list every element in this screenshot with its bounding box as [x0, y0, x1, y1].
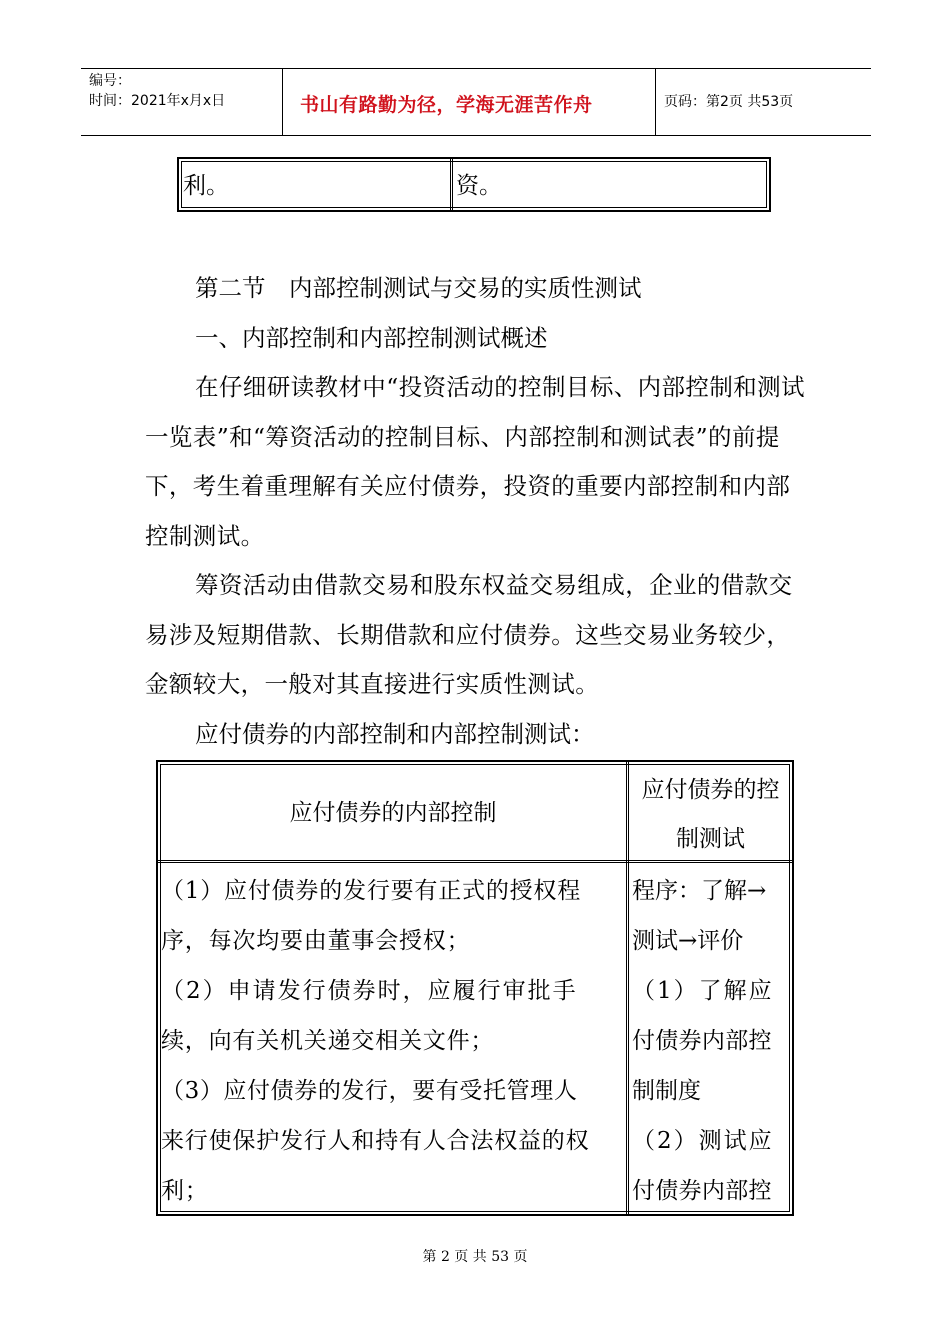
cell-line: 付债券内部控: [632, 1028, 772, 1054]
header-page-info: 页码：第2页 共53页: [664, 94, 794, 110]
bond-control-table: [156, 760, 794, 1216]
document-time-label: 时间：2021年x月x日: [89, 93, 226, 109]
table-header-internal-control: 应付债券的内部控制: [289, 800, 497, 826]
cell-line: 序，每次均要由董事会授权；: [161, 928, 471, 954]
table-header-control-test-line1: 应付债券的控: [641, 777, 780, 803]
document-number-label: 编号：: [89, 73, 131, 89]
header-divider-left: [282, 68, 283, 136]
paragraph: 在仔细研读教材中“投资活动的控制目标、内部控制和测试一览表”和“筹资活动的控制目标、内部控制和测试表”的前提下，考生着重理解有关应付债券，投资的重要内部控制和内部控制测试。: [145, 373, 805, 550]
paragraph: 筹资活动由借款交易和股东权益交易组成，企业的借款交易涉及短期借款、长期借款和应付债券。这些交易业务较少，金额较大，一般对其直接进行实质性测试。: [145, 571, 793, 698]
top-continuation-table: [177, 157, 771, 212]
top-table-left-cell: 利。: [183, 173, 229, 199]
cell-line: （1）应付债券的发行要有正式的授权程: [161, 878, 582, 904]
table-column-divider: [450, 159, 453, 210]
top-table-right-cell: 资。: [456, 173, 502, 199]
internal-control-cell: [161, 866, 624, 1216]
header-divider-right: [655, 68, 656, 136]
subsection-title: 一、内部控制和内部控制测试概述: [195, 323, 548, 352]
cell-line: 程序：了解→: [632, 878, 767, 904]
control-test-cell: [632, 866, 792, 1216]
table-header-control-test-line2: 制测试: [676, 826, 745, 852]
cell-line: 利；: [161, 1178, 209, 1204]
cell-line: 制制度: [632, 1078, 701, 1104]
cell-line: 续，向有关机关递交相关文件；: [161, 1028, 495, 1054]
cell-line: （3）应付债券的发行，要有受托管理人: [161, 1078, 578, 1104]
cell-line: （2）测试应: [632, 1128, 774, 1154]
body-text: [145, 264, 810, 759]
cell-line: （2）申请发行债券时，应履行审批手: [161, 978, 578, 1004]
paragraph: 应付债券的内部控制和内部控制测试：: [195, 719, 595, 748]
page-footer: 第 2 页 共 53 页: [422, 1249, 528, 1265]
header-top-rule: [81, 68, 871, 69]
header-bottom-rule: [81, 135, 871, 136]
cell-line: （1）了解应: [632, 978, 774, 1004]
table-column-divider: [626, 762, 629, 1214]
cell-line: 来行使保护发行人和持有人合法权益的权: [161, 1128, 590, 1154]
cell-line: 测试→评价: [632, 928, 744, 954]
header-motto: 书山有路勤为径，学海无涯苦作舟: [300, 94, 593, 116]
cell-line: 付债券内部控: [632, 1178, 772, 1204]
section-title: 第二节 内部控制测试与交易的实质性测试: [195, 274, 642, 302]
